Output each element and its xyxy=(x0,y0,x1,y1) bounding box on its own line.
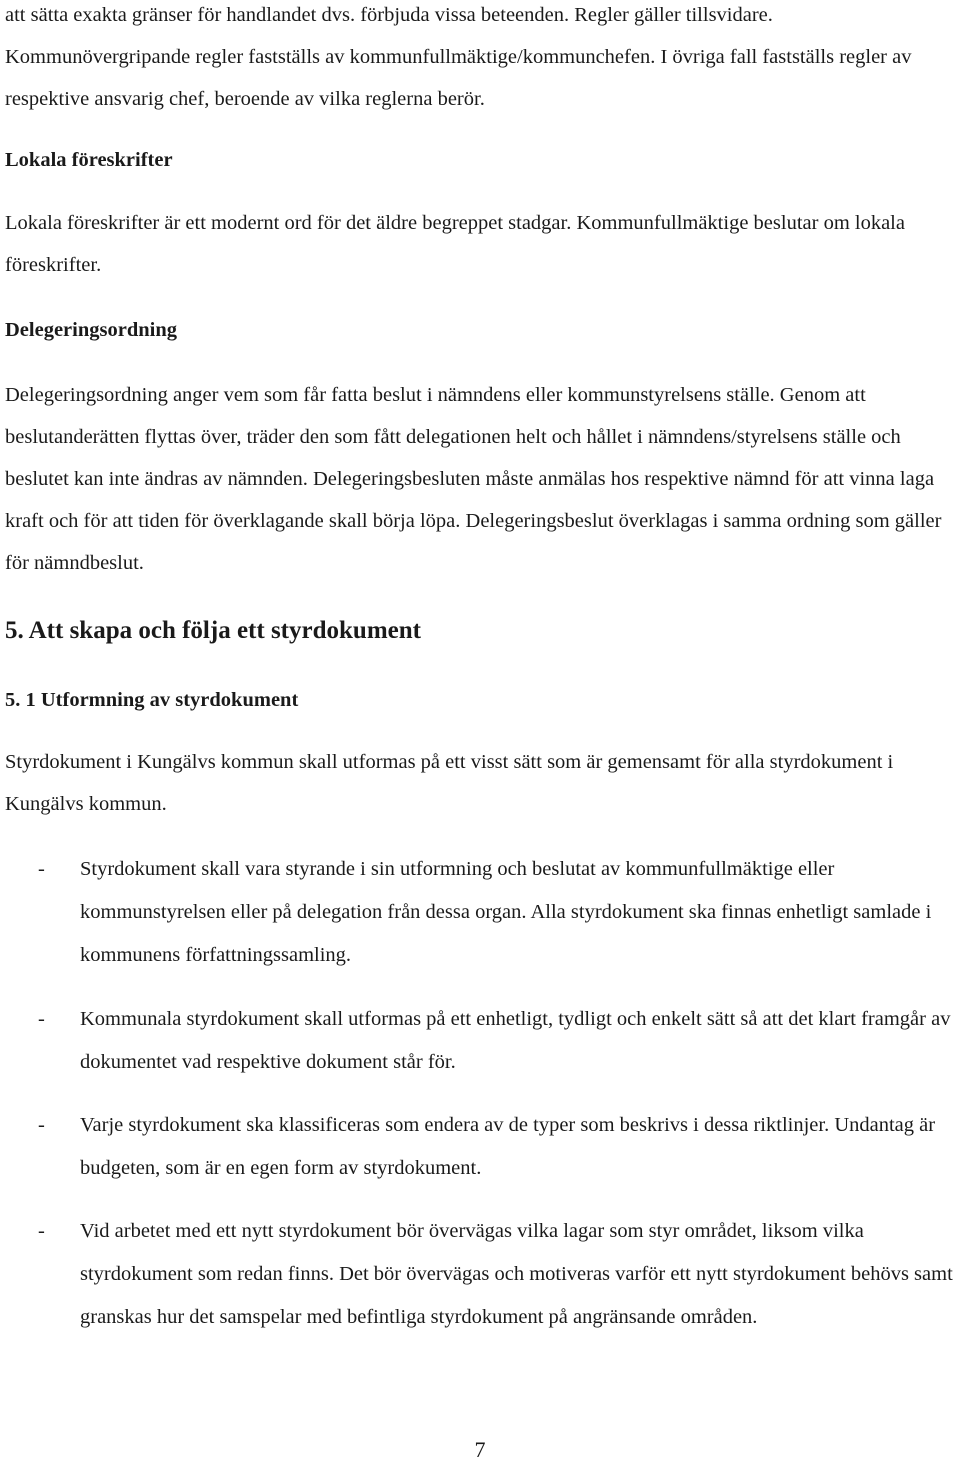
list-item-text: Vid arbetet med ett nytt styrdokument bör övervägas vilka lagar som styr området, liksom vilka styrdokument som redan finns. Det bör övervägas och motiveras varför ett nytt styrdokument behövs samt granskas hur det samspelar med befintliga styrdokument på angränsande områden. xyxy=(80,1220,953,1328)
list-item-text: Styrdokument skall vara styrande i sin utformning och beslutat av kommunfullmäktige eller kommunstyrelsen eller på delegation från dessa organ. Alla styrdokument ska finnas enhetligt samlade i kommunens författningssamling. xyxy=(80,858,932,966)
list-dash: - xyxy=(38,1114,45,1136)
paragraph-delegeringsordning: Delegeringsordning anger vem som får fatta beslut i nämndens eller kommunstyrelsens ställe. Genom att beslutanderätten flyttas över, träder den som fått delegationen helt och hållet i nämndens/styrelsens ställe och beslutet kan inte ändras av nämnden. Delegeringsbesluten måste anmälas hos respektive nämnd för att vinna laga kraft och för att tiden för överklagande skall börja löpa. Delegeringsbeslut överklagas i samma ordning som gäller för nämndbeslut. xyxy=(5,384,942,574)
list-dash: - xyxy=(38,1220,45,1242)
list-item-text: Kommunala styrdokument skall utformas på ett enhetligt, tydligt och enkelt sätt så att det klart framgår av dokumentet vad respektive dokument står för. xyxy=(80,1008,951,1073)
list-dash: - xyxy=(38,1008,45,1030)
paragraph-regler: att sätta exakta gränser för handlandet dvs. förbjuda vissa beteenden. Regler gäller tillsvidare. Kommunövergripande regler fastställs av kommunfullmäktige/kommunchefen. I övriga fall fastställs regler av respektive ansvarig chef, beroende av vilka reglerna berör. xyxy=(5,4,912,110)
list-dash: - xyxy=(38,858,45,880)
paragraph-styrdokument-intro: Styrdokument i Kungälvs kommun skall utformas på ett visst sätt som är gemensamt för alla styrdokument i Kungälvs kommun. xyxy=(5,751,894,815)
heading-delegeringsordning: Delegeringsordning xyxy=(5,319,177,341)
heading-section-5-1: 5. 1 Utformning av styrdokument xyxy=(5,689,299,711)
page-number: 7 xyxy=(474,1437,486,1462)
paragraph-lokala-foreskrifter: Lokala föreskrifter är ett modernt ord för det äldre begreppet stadgar. Kommunfullmäktige beslutar om lokala föreskrifter. xyxy=(5,212,905,276)
list-item-text: Varje styrdokument ska klassificeras som endera av de typer som beskrivs i dessa riktlinjer. Undantag är budgeten, som är en egen form av styrdokument. xyxy=(80,1114,936,1179)
heading-section-5: 5. Att skapa och följa ett styrdokument xyxy=(5,617,421,644)
heading-lokala-foreskrifter: Lokala föreskrifter xyxy=(5,149,173,171)
